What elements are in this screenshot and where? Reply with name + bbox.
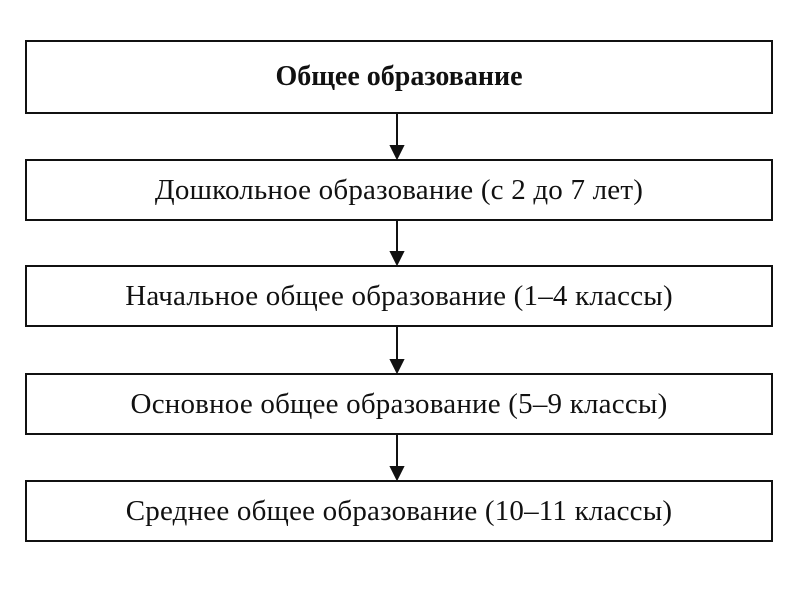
secondary-education-label: Среднее общее образование (10–11 классы) bbox=[125, 494, 673, 527]
arrow-2 bbox=[391, 221, 403, 264]
basic-education-label: Основное общее образование (5–9 классы) bbox=[130, 387, 668, 420]
primary-education-box bbox=[25, 265, 773, 327]
general-education-label: Общее образование bbox=[275, 61, 523, 92]
arrow-1 bbox=[391, 114, 403, 158]
general-education-box bbox=[25, 40, 773, 114]
preschool-education-box bbox=[25, 159, 773, 221]
arrow-3 bbox=[391, 327, 403, 372]
basic-education-box bbox=[25, 373, 773, 435]
primary-education-label: Начальное общее образование (1–4 классы) bbox=[125, 279, 673, 312]
secondary-education-box bbox=[25, 480, 773, 542]
arrow-4 bbox=[391, 435, 403, 479]
preschool-education-label: Дошкольное образование (с 2 до 7 лет) bbox=[154, 173, 644, 206]
